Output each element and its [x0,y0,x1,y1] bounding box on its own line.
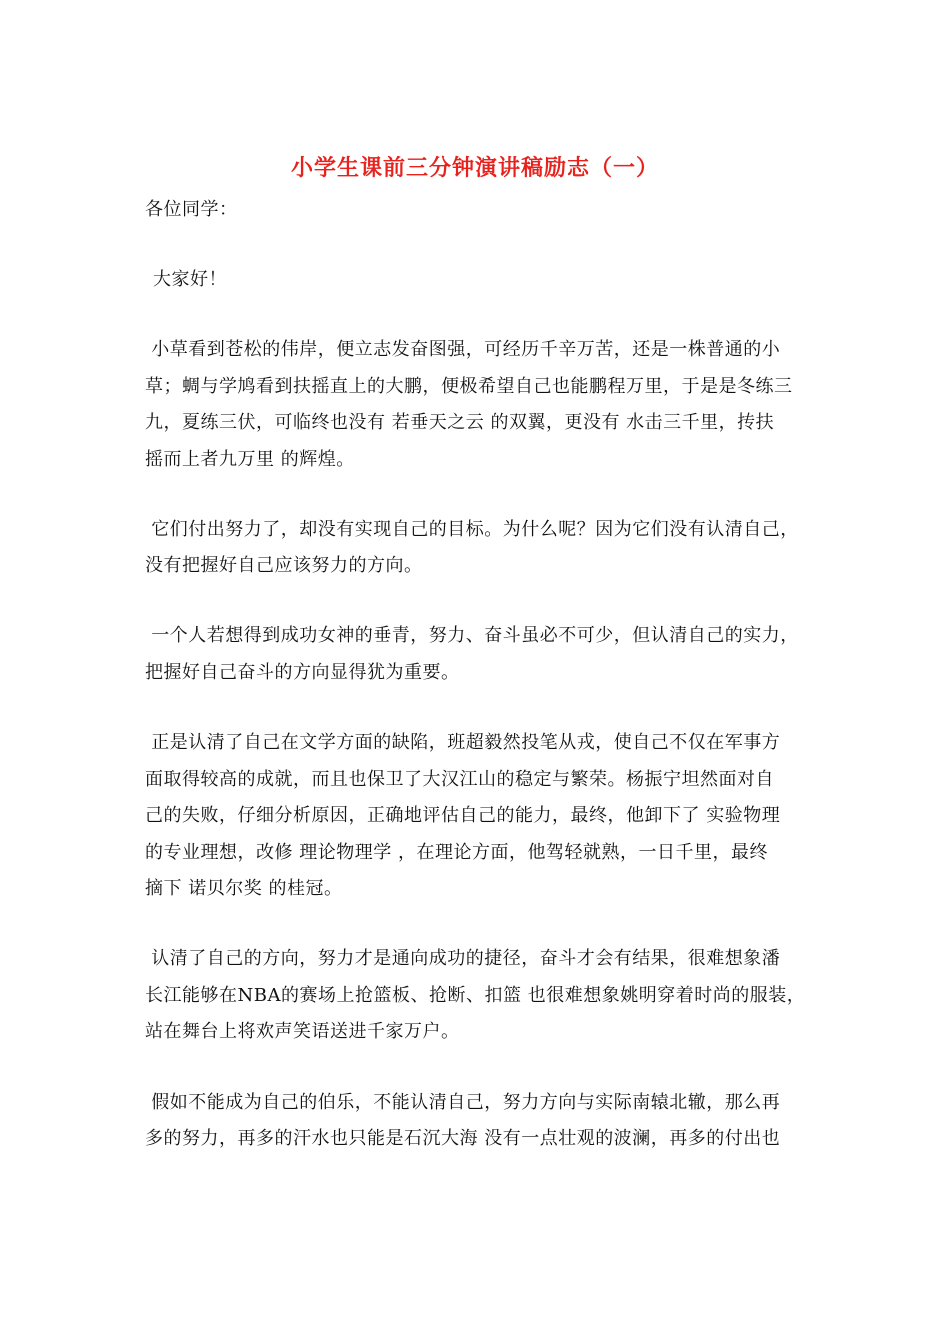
paragraph-line: 没有把握好自己应该努力的方向。 [145,555,423,576]
paragraph-line: 一个人若想得到成功女神的垂青，努力、奋斗虽必不可少，但认清自己的实力， [145,625,799,646]
document-title: 小学生课前三分钟演讲稿励志（一） [290,155,659,181]
paragraph-line: 认清了自己的方向，努力才是通向成功的捷径，奋斗才会有结果，很难想象潘 [145,948,781,969]
paragraph-line: 站在舞台上将欢声笑语送进千家万户。 [145,1021,460,1042]
paragraph-line: 的专业理想，改修 理论物理学 ，在理论方面，他驾轻就熟，一日千里，最终 [145,842,768,863]
paragraph-line: 把握好自己奋斗的方向显得犹为重要。 [145,662,460,683]
salutation: 各位同学： [145,199,238,220]
paragraph-line: 假如不能成为自己的伯乐，不能认清自己，努力方向与实际南辕北辙，那么再 [145,1092,781,1113]
paragraph-line: 摇而上者九万里 的辉煌。 [145,449,355,470]
paragraph-line: 它们付出努力了，却没有实现自己的目标。为什么呢？因为它们没有认清自己， [145,519,799,540]
paragraph-line: 草；蜩与学鸠看到扶摇直上的大鹏，便极希望自己也能鹏程万里，于是是冬练三 [145,376,793,397]
paragraph-line: 正是认清了自己在文学方面的缺陷，班超毅然投笔从戎，使自己不仅在军事方 [145,732,781,753]
paragraph-line: 面取得较高的成就，而且也保卫了大汉江山的稳定与繁荣。杨振宁坦然面对自 [145,769,774,790]
paragraph-line: 摘下 诺贝尔奖 的桂冠。 [145,878,343,899]
paragraph-line: 九，夏练三伏，可临终也没有 若垂天之云 的双翼，更没有 水击三千里，抟扶 [145,412,775,433]
greeting: 大家好！ [153,269,227,290]
paragraph-line: 己的失败，仔细分析原因，正确地评估自己的能力，最终，他卸下了 实验物理 [145,805,781,826]
paragraph-line: 多的努力，再多的汗水也只能是石沉大海 没有一点壮观的波澜，再多的付出也 [145,1128,781,1149]
paragraph-line: 长江能够在NBA的赛场上抢篮板、抢断、扣篮 也很难想象姚明穿着时尚的服装， [145,985,806,1006]
paragraph-line: 小草看到苍松的伟岸，便立志发奋图强，可经历千辛万苦，还是一株普通的小 [145,339,781,360]
